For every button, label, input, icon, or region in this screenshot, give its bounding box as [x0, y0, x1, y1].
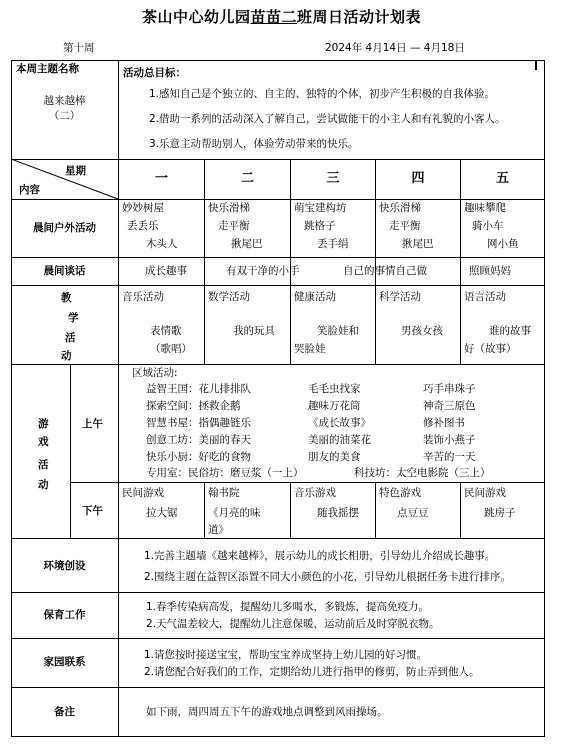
- grid-line: [70, 364, 71, 538]
- talk-topic-2: 有双干净的小手: [226, 265, 300, 277]
- theme-label: 本周主题名称: [16, 63, 79, 75]
- home-line-2: 2.请您配合好我们的工作，定期给幼儿进行指甲的修剪，防止弄到他人。: [144, 666, 480, 678]
- corner-weekday-label: 星期: [65, 165, 86, 177]
- area-5-b: 朋友的美食: [308, 451, 361, 463]
- play-label-2: 戏: [38, 436, 49, 448]
- talk-topic-3: 自己的事情自己做: [343, 265, 427, 277]
- grid-line: [11, 257, 545, 258]
- area-1-c: 巧手串珠子: [423, 383, 476, 395]
- grid-line: [375, 285, 376, 364]
- teach-wed-line2: 哭脸娃: [294, 343, 326, 355]
- outdoor-tue-2: 走平衡: [218, 220, 250, 232]
- talk-topic-1: 成长趣事: [145, 265, 187, 277]
- notes-label: 备注: [54, 706, 75, 718]
- outdoor-thu-1: 快乐滑梯: [379, 202, 421, 214]
- week-label: 第十周: [63, 42, 95, 54]
- teaching-label-3: 活: [65, 332, 76, 344]
- grid-line: [290, 285, 291, 364]
- teach-mon-line2: （歌唱）: [150, 343, 192, 355]
- grid-line: [11, 638, 545, 639]
- teaching-label-1: 教: [61, 292, 72, 304]
- outdoor-wed-2: 跳格子: [304, 220, 336, 232]
- goals-label: 活动总目标：: [123, 67, 186, 79]
- grid-line: [11, 736, 545, 737]
- grid-line: [460, 285, 461, 364]
- date-range: 2024年 4月14日 — 4月18日: [325, 42, 465, 54]
- pm-thu-line1: 点豆豆: [397, 507, 429, 519]
- grid-line: [11, 60, 545, 61]
- teach-wed-line1: 笑脸娃和: [317, 325, 359, 337]
- outdoor-tue-1: 快乐滑梯: [208, 202, 250, 214]
- grid-line: [544, 60, 545, 737]
- grid-line: [11, 687, 545, 688]
- teach-fri-line1: 谁的故事: [489, 325, 531, 337]
- environment-label: 环境创设: [43, 560, 86, 572]
- play-label-1: 游: [38, 418, 49, 430]
- outdoor-tue-3: 揪尾巴: [231, 238, 263, 250]
- pm-fri-line1: 跳房子: [484, 507, 516, 519]
- grid-line: [204, 285, 205, 364]
- area-5-c: 辛苦的一天: [423, 451, 476, 463]
- teach-thu-line1: 男孩女孩: [401, 325, 443, 337]
- special-room: 专用室：民俗坊：磨豆浆（一上）: [146, 467, 304, 479]
- pm-mon-type: 民间游戏: [122, 487, 164, 499]
- outdoor-mon-3: 木头人: [146, 238, 178, 250]
- outdoor-thu-3: 揪尾巴: [402, 238, 434, 250]
- pm-thu-type: 特色游戏: [379, 487, 421, 499]
- care-line-1: 1.春季传染病高发，提醒幼儿多喝水，多锻炼，提高免疫力。: [146, 601, 430, 613]
- outdoor-label: 晨间户外活动: [33, 222, 96, 234]
- area-title: 区域活动:: [132, 367, 178, 379]
- grid-line: [11, 592, 545, 593]
- pm-wed-type: 音乐游戏: [294, 487, 336, 499]
- area-1-a: 益智王国：花儿排排队: [146, 383, 251, 395]
- class-name: 苗苗二: [250, 8, 297, 26]
- pm-mon-line1: 拉大锯: [146, 507, 178, 519]
- talk-topic-4: 照顾妈妈: [469, 265, 511, 277]
- theme-name: 越来越棒: [43, 95, 86, 107]
- teach-wed-subject: 健康活动: [294, 291, 336, 303]
- grid-line: [70, 482, 545, 483]
- teaching-label-4: 动: [61, 350, 72, 362]
- outdoor-fri-2: 骑小车: [472, 220, 504, 232]
- outdoor-mon-2: 丢丢乐: [127, 220, 159, 232]
- teach-tue-line1: 我的玩具: [233, 325, 275, 337]
- notes-text: 如下雨，周四周五下午的游戏地点调整到风雨操场。: [146, 706, 388, 718]
- outdoor-fri-3: 网小鱼: [487, 238, 519, 250]
- outdoor-wed-1: 萌宝建构坊: [294, 202, 347, 214]
- day-wed: 三: [326, 171, 340, 186]
- teaching-label-2: 学: [68, 312, 79, 324]
- area-2-b: 趣味万花筒: [308, 400, 361, 412]
- grid-line: [375, 482, 376, 538]
- area-1-b: 毛毛虫找家: [308, 383, 361, 395]
- area-3-b: 《成长故事》: [308, 417, 371, 429]
- grid-line: [11, 538, 545, 539]
- outdoor-fri-1: 趣味攀爬: [464, 202, 506, 214]
- outdoor-thu-2: 走平衡: [389, 220, 421, 232]
- teach-fri-line2: 好（故事）: [464, 343, 517, 355]
- area-2-a: 探索空间：拯救企鹅: [146, 400, 241, 412]
- goal-1: 1.感知自己是个独立的、自主的、独特的个体，初步产生积极的自我体验。: [149, 88, 496, 100]
- outdoor-mon-1: 妙妙树屋: [122, 202, 164, 214]
- area-3-a: 智慧书屋：指偶趣链乐: [146, 417, 251, 429]
- title-prefix: 茶山中心幼儿园: [141, 8, 251, 26]
- day-tue: 二: [240, 171, 254, 186]
- grid-line: [11, 285, 545, 286]
- area-5-a: 快乐小厨：好吃的食物: [146, 451, 251, 463]
- environment-line-1: 1.完善主题墙《越来越棒》，展示幼儿的成长相册，引导幼儿介绍成长趣事。: [144, 550, 496, 562]
- teach-mon-subject: 音乐活动: [122, 291, 164, 303]
- pm-fri-type: 民间游戏: [464, 487, 506, 499]
- outdoor-wed-3: 丢手绢: [317, 238, 349, 250]
- title-suffix: 班周日活动计划表: [297, 8, 422, 26]
- area-2-c: 神奇三原色: [423, 400, 476, 412]
- care-line-2: 2.天气温差较大，提醒幼儿注意保暖，运动前后及时穿脱衣物。: [146, 618, 440, 630]
- teach-fri-subject: 语言活动: [464, 291, 506, 303]
- area-4-b: 美丽的油菜花: [308, 434, 371, 446]
- day-mon: 一: [154, 171, 168, 186]
- page-title: [0, 6, 563, 27]
- science-room: 科技坊：太空电影院（三上）: [354, 467, 491, 479]
- play-label-3: 活: [38, 459, 49, 471]
- pm-tue-line2: 道》: [208, 524, 229, 536]
- goal-2: 2.借助一系列的活动深入了解自己，尝试做能干的小主人和有礼貌的小客人。: [149, 113, 506, 125]
- grid-line: [11, 364, 545, 365]
- pm-tue-line1: 《月亮的味: [208, 507, 261, 519]
- day-fri: 五: [495, 171, 509, 186]
- day-thu: 四: [411, 171, 425, 186]
- pm-wed-line1: 随我摇摆: [317, 507, 359, 519]
- care-label: 保育工作: [43, 609, 86, 621]
- talk-label: 晨间谈话: [43, 265, 86, 277]
- grid-line: [290, 482, 291, 538]
- home-line-1: 1.请您按时接送宝宝，帮助宝宝养成坚持上幼儿园的好习惯。: [144, 649, 428, 661]
- theme-name-sub: （二）: [48, 110, 81, 122]
- area-4-c: 装饰小燕子: [423, 434, 476, 446]
- area-3-c: 修补图书: [423, 417, 465, 429]
- plan-table: [11, 60, 545, 737]
- home-label: 家园联系: [43, 656, 86, 668]
- teach-tue-subject: 数学活动: [208, 291, 250, 303]
- grid-line: [204, 482, 205, 538]
- teach-mon-line1: 表情歌: [150, 325, 182, 337]
- environment-line-2: 2.围绕主题在益智区添置不同大小颜色的小花，引导幼儿根据任务卡进行排序。: [144, 571, 512, 583]
- afternoon-label: 下午: [82, 505, 103, 517]
- corner-content-label: 内容: [19, 184, 40, 196]
- play-label-4: 动: [38, 479, 49, 491]
- teach-thu-subject: 科学活动: [379, 291, 421, 303]
- grid-line: [460, 482, 461, 538]
- area-4-a: 创意工坊：美丽的春天: [146, 434, 251, 446]
- goal-3: 3.乐意主动帮助别人，体验劳动带来的快乐。: [149, 138, 359, 150]
- morning-label: 上午: [82, 418, 103, 430]
- pm-tue-type: 翰书院: [208, 487, 240, 499]
